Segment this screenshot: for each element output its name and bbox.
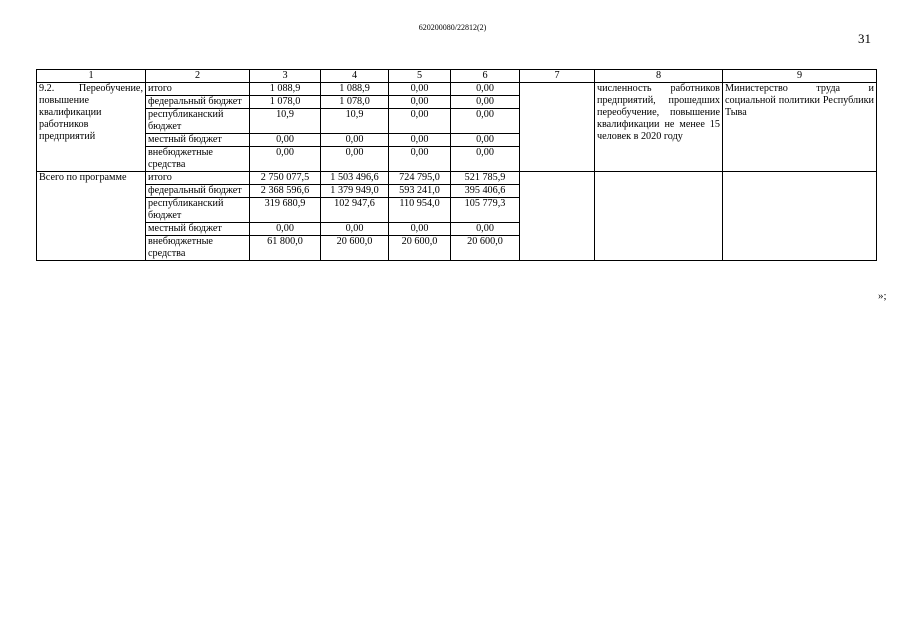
value-cell: 10,9: [321, 109, 389, 134]
source-cell: внебюджетные средства: [146, 236, 250, 261]
document-id: 620200080/22812(2): [418, 23, 487, 32]
value-cell: 20 600,0: [451, 236, 520, 261]
responsible-cell: Министерство труда и социальной политики Республики Тыва: [723, 83, 877, 172]
value-cell: 0,00: [389, 223, 451, 236]
value-cell: 0,00: [451, 96, 520, 109]
header-row: [37, 70, 877, 83]
header-cell: 9: [723, 70, 877, 83]
source-cell: республиканский бюджет: [146, 109, 250, 134]
budget-table: [36, 69, 877, 261]
table-row: [37, 83, 877, 96]
value-cell: 1 503 496,6: [321, 172, 389, 185]
value-cell: 0,00: [321, 223, 389, 236]
section-name: 9.2. Переобучение, повышение квалификации работников предприятий: [37, 83, 146, 172]
value-cell: 0,00: [451, 134, 520, 147]
indicator-cell: [595, 172, 723, 261]
value-cell: 1 088,9: [321, 83, 389, 96]
source-cell: итого: [146, 83, 250, 96]
value-cell: 319 680,9: [250, 198, 321, 223]
source-cell: республиканский бюджет: [146, 198, 250, 223]
header-cell: 4: [321, 70, 389, 83]
value-cell: 0,00: [451, 109, 520, 134]
value-cell: 2 750 077,5: [250, 172, 321, 185]
indicator-cell: численность работников предприятий, прошедших переобучение, повышение квалификации не менее 15 человек в 2020 году: [595, 83, 723, 172]
value-cell: 0,00: [389, 96, 451, 109]
value-cell: 105 779,3: [451, 198, 520, 223]
column-7-cell: [520, 172, 595, 261]
page-number: 31: [858, 31, 871, 46]
header-cell: 5: [389, 70, 451, 83]
table-row: [37, 172, 877, 185]
value-cell: 0,00: [451, 147, 520, 172]
value-cell: 1 078,0: [321, 96, 389, 109]
source-cell: федеральный бюджет: [146, 185, 250, 198]
value-cell: 0,00: [250, 223, 321, 236]
column-7-cell: [520, 83, 595, 172]
value-cell: 2 368 596,6: [250, 185, 321, 198]
value-cell: 0,00: [250, 147, 321, 172]
value-cell: 0,00: [389, 83, 451, 96]
source-cell: федеральный бюджет: [146, 96, 250, 109]
value-cell: 0,00: [389, 109, 451, 134]
value-cell: 0,00: [451, 83, 520, 96]
header-cell: 1: [37, 70, 146, 83]
value-cell: 1 379 949,0: [321, 185, 389, 198]
value-cell: 593 241,0: [389, 185, 451, 198]
closing-quote-mark: »;: [878, 290, 887, 302]
value-cell: 20 600,0: [389, 236, 451, 261]
source-cell: внебюджетные средства: [146, 147, 250, 172]
source-cell: итого: [146, 172, 250, 185]
header-cell: 2: [146, 70, 250, 83]
value-cell: 0,00: [321, 147, 389, 172]
value-cell: 395 406,6: [451, 185, 520, 198]
value-cell: 20 600,0: [321, 236, 389, 261]
source-cell: местный бюджет: [146, 223, 250, 236]
header-cell: 7: [520, 70, 595, 83]
value-cell: 102 947,6: [321, 198, 389, 223]
value-cell: 0,00: [451, 223, 520, 236]
value-cell: 0,00: [321, 134, 389, 147]
total-name: Всего по программе: [37, 172, 146, 261]
responsible-cell: [723, 172, 877, 261]
value-cell: 1 088,9: [250, 83, 321, 96]
value-cell: 10,9: [250, 109, 321, 134]
value-cell: 0,00: [389, 147, 451, 172]
source-cell: местный бюджет: [146, 134, 250, 147]
value-cell: 0,00: [250, 134, 321, 147]
header-cell: 3: [250, 70, 321, 83]
value-cell: 1 078,0: [250, 96, 321, 109]
header-cell: 6: [451, 70, 520, 83]
value-cell: 724 795,0: [389, 172, 451, 185]
value-cell: 110 954,0: [389, 198, 451, 223]
value-cell: 0,00: [389, 134, 451, 147]
header-cell: 8: [595, 70, 723, 83]
value-cell: 61 800,0: [250, 236, 321, 261]
value-cell: 521 785,9: [451, 172, 520, 185]
